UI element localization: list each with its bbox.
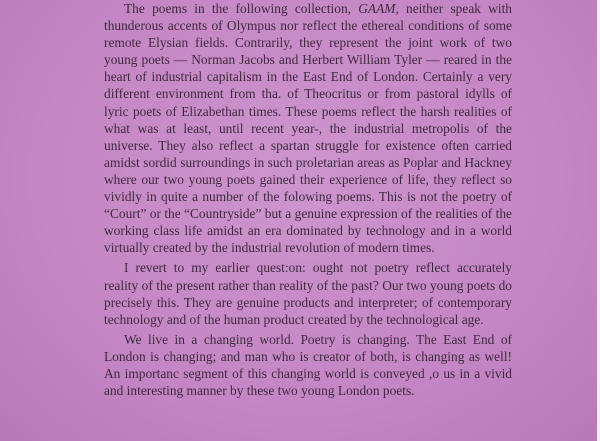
paragraph-2: I revert to my earlier quest:on: ought not poetry reflect accurately reality of the present rather than reality of the past? Our two young poets do precisely this. They are genuine products and interpreter; of contemporary technology and of the human product created by the technological age. [104, 260, 512, 327]
collection-title: GAAM, [358, 1, 399, 16]
paragraph-1-after: neither speak with thunderous accents of Olympus nor reflect the ethereal conditions of some remote Elysian fields. Contrarily, they represent the joint work of two young poets — Norman Jacobs and Herbert William Tyler — reared in the heart of industrial capitalism in the East End of London. Certainly a very different environment from tha. of Theocritus or from pastoral idylls of lyric poets of Elizabethan times. These poems reflect the harsh realities of what was at least, until recent year-, the industrial metropolis of the universe. They also reflect a spartan struggle for existence often carried amidst sordid surroundings in such proletarian areas as Poplar and Hackney where our two young poets gained their experience of life, they reflect so vividly in quite a number of the folowing poems. This is not the poetry of “Court” or the “Countryside” but a genuine expression of the realities of the working class life amidst an era dominated by technology and in a world virtually created by the industrial revolution of modern times. [104, 1, 513, 256]
body-text [104, 0, 512, 399]
paragraph-3: We live in a changing world. Poetry is changing. The East End of London is changing; and man who is creator of both, is changing as well! An importanc segment of this changing world is conveyed ,o us in a vivid and interesting manner by these two young London poets. [104, 331, 512, 399]
paragraph-1 [104, 0, 512, 256]
paragraph-1-before: The poems in the following collection, [124, 1, 359, 16]
